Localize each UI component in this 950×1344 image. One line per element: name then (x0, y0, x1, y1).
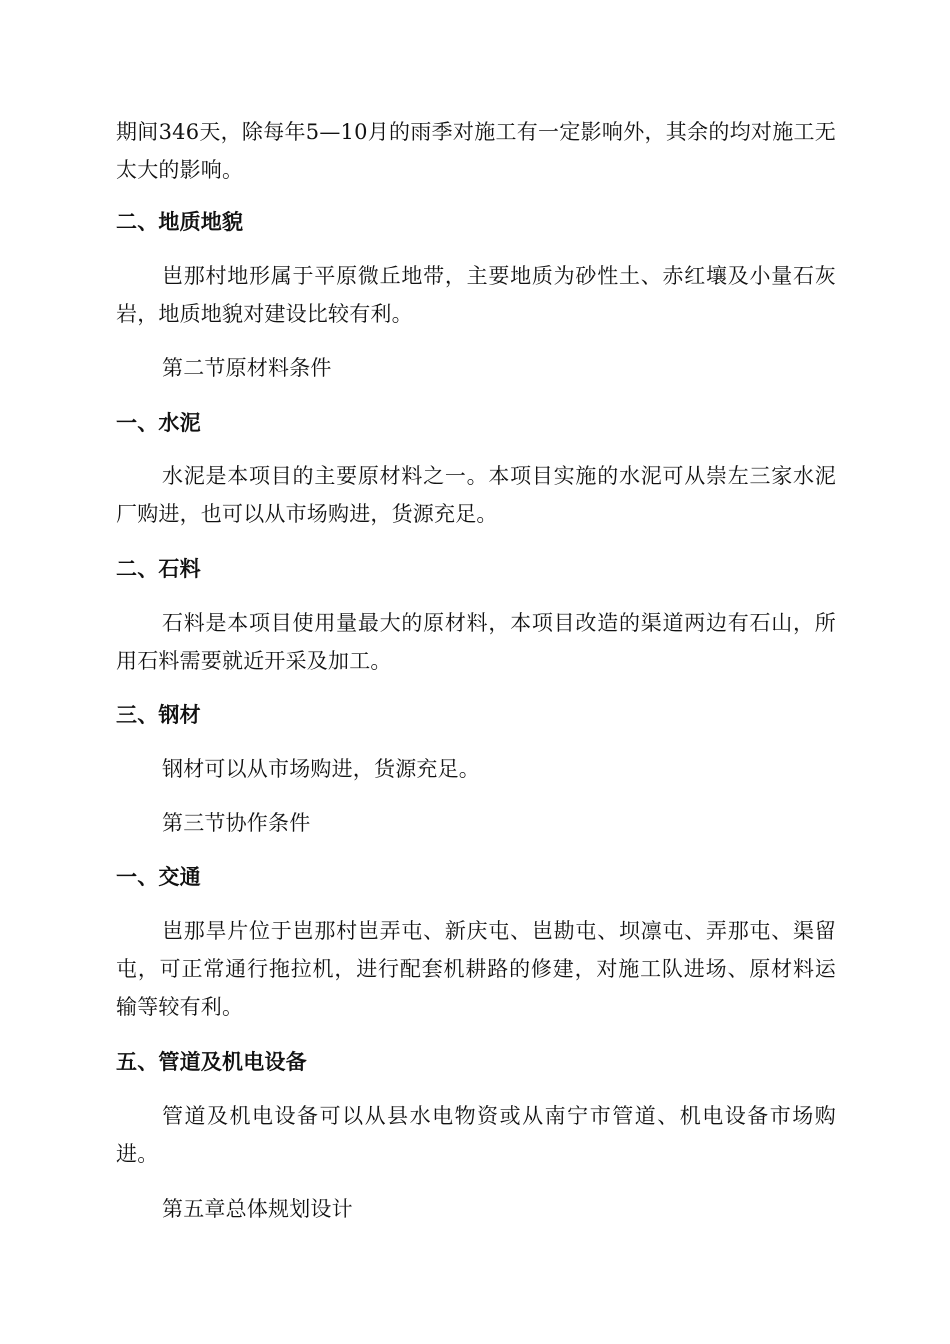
heading-transport: 一、交通 (116, 865, 201, 889)
section-title-cooperation: 第三节协作条件 (162, 811, 311, 835)
heading-cement: 一、水泥 (116, 411, 201, 435)
chapter-title-overall-design: 第五章总体规划设计 (162, 1197, 353, 1221)
paragraph-pipes-equipment: 管道及机电设备可以从县水电物资或从南宁市管道、机电设备市场购进。 (116, 1104, 836, 1166)
paragraph-steel: 钢材可以从市场购进，货源充足。 (162, 757, 480, 781)
paragraph-cement: 水泥是本项目的主要原材料之一。本项目实施的水泥可从崇左三家水泥厂购进，也可以从市场购进，货源充足。 (116, 464, 836, 526)
heading-geology: 二、地质地貌 (116, 210, 244, 234)
heading-steel: 三、钢材 (116, 703, 201, 727)
paragraph-climate-continued: 期间346天，除每年5—10月的雨季对施工有一定影响外，其余的均对施工无太大的影响。 (116, 120, 836, 182)
paragraph-geology: 岜那村地形属于平原微丘地带，主要地质为砂性土、赤红壤及小量石灰岩，地质地貌对建设比较有利。 (116, 264, 836, 326)
heading-stone: 二、石料 (116, 557, 201, 581)
paragraph-stone: 石料是本项目使用量最大的原材料，本项目改造的渠道两边有石山，所用石料需要就近开采及加工。 (116, 611, 836, 673)
paragraph-transport: 岜那旱片位于岜那村岜弄屯、新庆屯、岜勘屯、坝凛屯、弄那屯、渠留屯，可正常通行拖拉机，进行配套机耕路的修建，对施工队进场、原材料运输等较有利。 (116, 919, 836, 1019)
heading-pipes-equipment: 五、管道及机电设备 (116, 1050, 307, 1074)
section-title-raw-materials: 第二节原材料条件 (162, 356, 332, 380)
